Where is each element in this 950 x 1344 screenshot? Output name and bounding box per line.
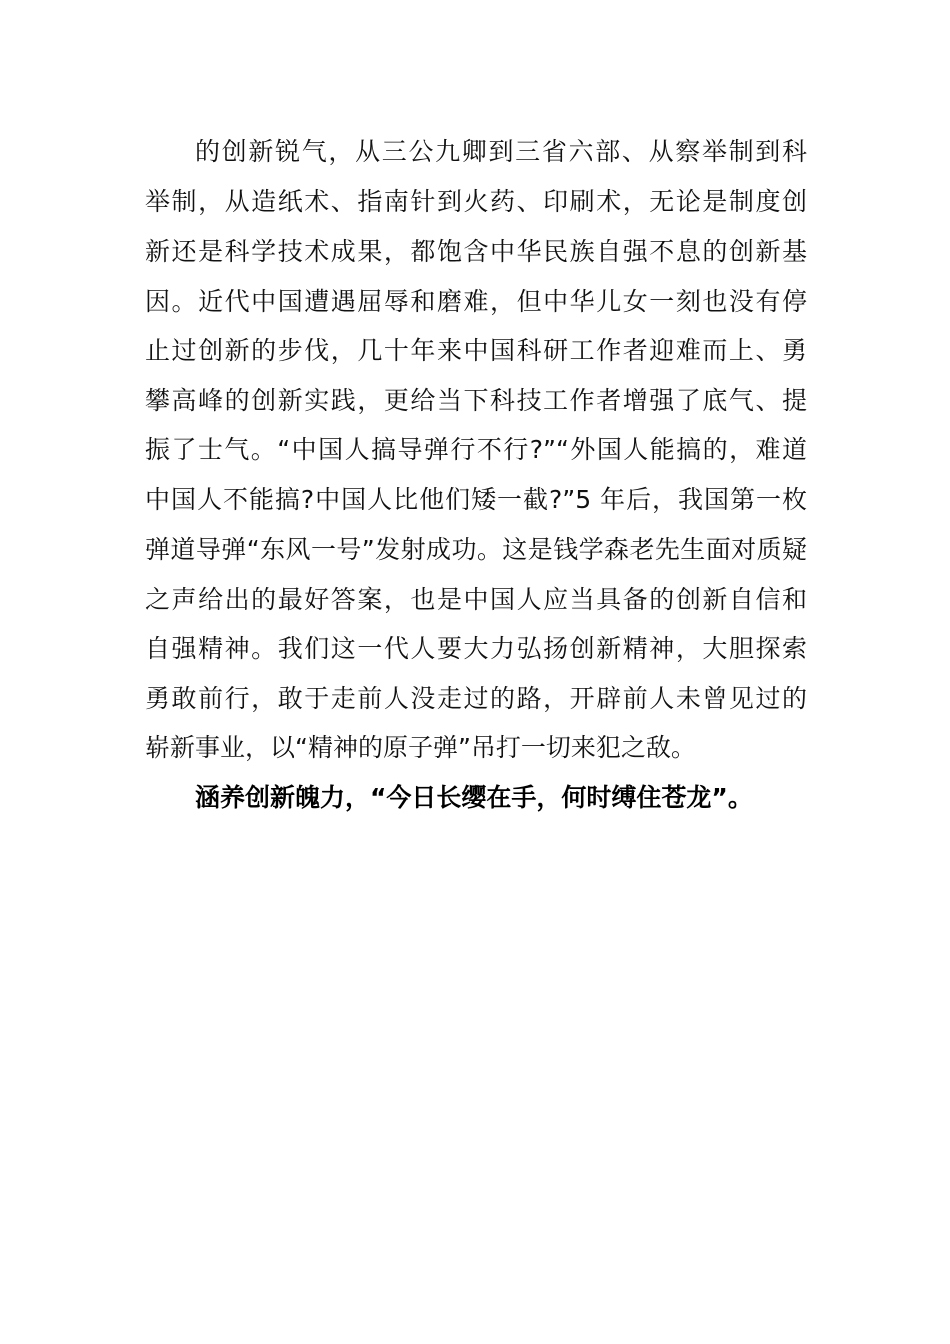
paragraph-line: 攀高峰的创新实践，更给当下科技工作者增强了底气、提 [145,386,807,415]
paragraph-line: 举制，从造纸术、指南针到火药、印刷术，无论是制度创 [145,187,807,216]
paragraph-line: 勇敢前行，敢于走前人没走过的路，开辟前人未曾见过的 [145,684,807,713]
paragraph-line: 之声给出的最好答案，也是中国人应当具备的创新自信和 [145,585,807,614]
paragraph-line: 止过创新的步伐，几十年来中国科研工作者迎难而上、勇 [145,336,807,365]
paragraph-line: 因。近代中国遭遇屈辱和磨难，但中华儿女一刻也没有停 [145,287,807,316]
paragraph-line: 自强精神。我们这一代人要大力弘扬创新精神，大胆探索 [145,634,807,663]
section-heading: 涵养创新魄力，“今日长缨在手，何时缚住苍龙”。 [195,783,753,812]
paragraph-line: 振了士气。“中国人搞导弹行不行?”“外国人能搞的，难道 [145,435,807,464]
paragraph-line: 中国人不能搞?中国人比他们矮一截?”5 年后，我国第一枚 [145,485,807,514]
paragraph-line: 的创新锐气，从三公九卿到三省六部、从察举制到科 [195,137,807,166]
paragraph-line: 新还是科学技术成果，都饱含中华民族自强不息的创新基 [145,237,807,266]
paragraph-line: 崭新事业，以“精神的原子弹”吊打一切来犯之敌。 [145,733,696,762]
paragraph-line: 弹道导弹“东风一号”发射成功。这是钱学森老先生面对质疑 [145,535,807,564]
